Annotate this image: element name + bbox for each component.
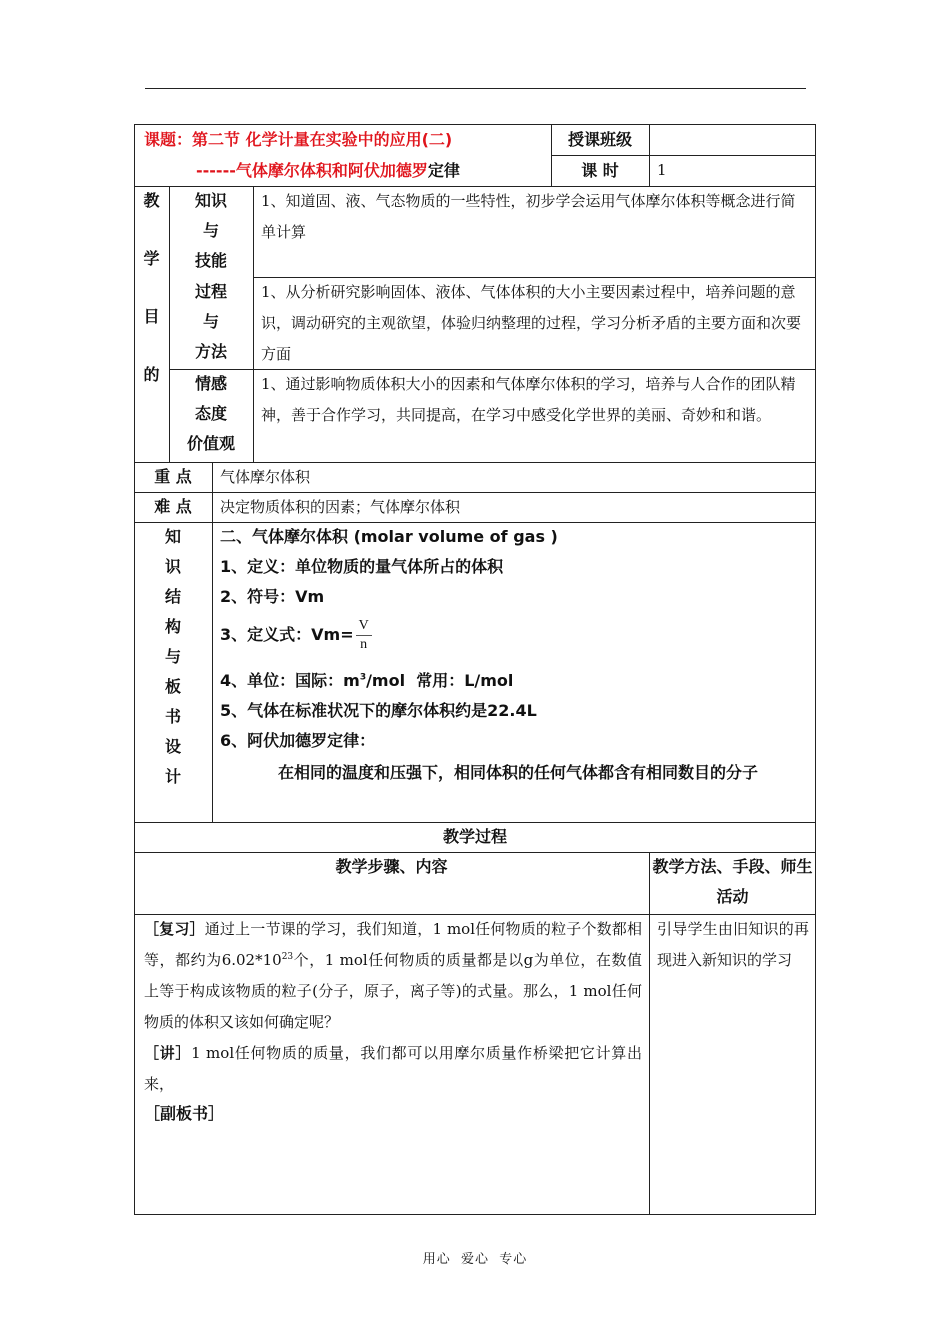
objective-label-line: 与 [202, 312, 219, 331]
page-footer: 用心 爱心 专心 [422, 1252, 528, 1267]
board-note: ［副板书］ [144, 1104, 225, 1123]
knowledge-label-char: 知 [164, 527, 181, 546]
objective-label-line: 技能 [194, 251, 227, 270]
knowledge-label [134, 522, 212, 792]
process-col2-header: 教学方法、手段、师生活动 [652, 857, 813, 906]
formula-prefix: 3、定义式：Vm= [220, 625, 354, 644]
lesson-subtitle [196, 155, 551, 186]
lesson-subtitle-black: 定律 [427, 161, 460, 180]
knowledge-item-avogadro: 6、阿伏加德罗定律： [220, 731, 376, 750]
unit-text: 4、单位：国际：m [220, 671, 360, 690]
knowledge-item-symbol: 2、符号：Vm [220, 587, 325, 606]
objective-label-line: 价值观 [186, 434, 235, 453]
review-text-rest: 个，1 mol任何物质的质量都是以g为单位，在数值上等于构成该物质的粒子(分子，原子，离子等)的式量。那么，1 mol任何物质的体积又该如何确定呢？ [144, 951, 642, 1031]
unit-text-rest: /mol 常用：L/mol [366, 671, 514, 690]
key-point-label: 重 点 [154, 467, 192, 486]
top-rule [145, 88, 806, 89]
objective-label-line: 态度 [194, 404, 227, 423]
objective-label-line: 方法 [194, 342, 227, 361]
objective-label-line: 与 [202, 221, 219, 240]
difficulty-label: 难 点 [154, 497, 192, 516]
class-label: 授课班级 [567, 130, 632, 149]
avogadro-law: 在相同的温度和压强下，相同体积的任何气体都含有相同数目的分子 [278, 763, 759, 782]
review-text: 通过上一节课的学习，我们知道，1 mol任何物质的粒子个数都相等，都约为6.02*10 [144, 920, 642, 969]
objective-content-knowledge: 1、知道固、液、气态物质的一些特性，初步学会运用气体摩尔体积等概念进行简单计算 [261, 192, 796, 241]
knowledge-heading: 二、气体摩尔体积 (molar volume of gas ) [220, 527, 558, 546]
knowledge-label-char: 书 [164, 707, 181, 726]
method-text: 引导学生由旧知识的再现进入新知识的学习 [657, 920, 809, 969]
knowledge-item-standard: 5、气体在标准状况下的摩尔体积约是22.4L [220, 701, 537, 720]
process-col1-header: 教学步骤、内容 [335, 857, 448, 876]
objective-label-knowledge [169, 186, 253, 276]
knowledge-label-char: 设 [164, 737, 181, 756]
objectives-label-char: 的 [143, 365, 160, 384]
knowledge-label-char: 识 [164, 557, 181, 576]
objectives-label-char: 学 [143, 249, 160, 268]
review-paragraph [144, 914, 642, 1038]
knowledge-label-char: 构 [164, 617, 181, 636]
hours-label: 课 时 [581, 161, 619, 180]
formula-fraction [356, 617, 372, 654]
objective-label-line: 情感 [194, 374, 227, 393]
objectives-group-label [134, 186, 169, 390]
lesson-subtitle-red: ------气体摩尔体积和阿伏加德罗 [196, 161, 428, 180]
knowledge-item-definition: 1、定义：单位物质的量气体所占的体积 [220, 557, 504, 576]
difficulty-value: 决定物质体积的因素；气体摩尔体积 [220, 498, 461, 516]
objective-label-process [169, 277, 253, 367]
key-point-value: 气体摩尔体积 [220, 468, 311, 486]
process-title: 教学过程 [442, 827, 507, 846]
lesson-plan-table [134, 124, 816, 1215]
knowledge-item-unit [220, 666, 810, 696]
objective-label-line: 知识 [194, 191, 227, 210]
formula-numerator: V [356, 617, 372, 636]
knowledge-label-char: 板 [164, 677, 181, 696]
lecture-tag: ［讲］ [144, 1044, 192, 1062]
knowledge-label-char: 结 [164, 587, 181, 606]
review-tag: ［复习］ [144, 920, 205, 938]
formula-denominator: n [360, 637, 368, 652]
objective-label-line: 过程 [194, 282, 227, 301]
unit-superscript: 3 [359, 672, 367, 683]
objectives-label-char: 目 [143, 307, 160, 326]
lesson-title: 课题：第二节 化学计量在实验中的应用(二) [144, 130, 453, 149]
review-superscript: 23 [281, 952, 294, 962]
objectives-label-char: 教 [143, 191, 160, 210]
objective-content-attitude: 1、通过影响物质体积大小的因素和气体摩尔体积的学习，培养与人合作的团队精神，善于合作学习，共同提高，在学习中感受化学世界的美丽、奇妙和和谐。 [261, 375, 796, 424]
knowledge-item-formula [220, 614, 810, 658]
objective-content-process: 1、从分析研究影响固体、液体、气体体积的大小主要因素过程中，培养问题的意识，调动研究的主观欲望，体验归纳整理的过程，学习分析矛盾的主要方面和次要方面 [261, 283, 802, 363]
lecture-paragraph [144, 1038, 642, 1100]
lecture-text: 1 mol任何物质的质量，我们都可以用摩尔质量作桥梁把它计算出来， [144, 1044, 642, 1093]
hours-value: 1 [657, 161, 667, 179]
knowledge-label-char: 计 [164, 767, 181, 786]
objective-label-attitude [169, 369, 253, 459]
knowledge-label-char: 与 [164, 647, 181, 666]
